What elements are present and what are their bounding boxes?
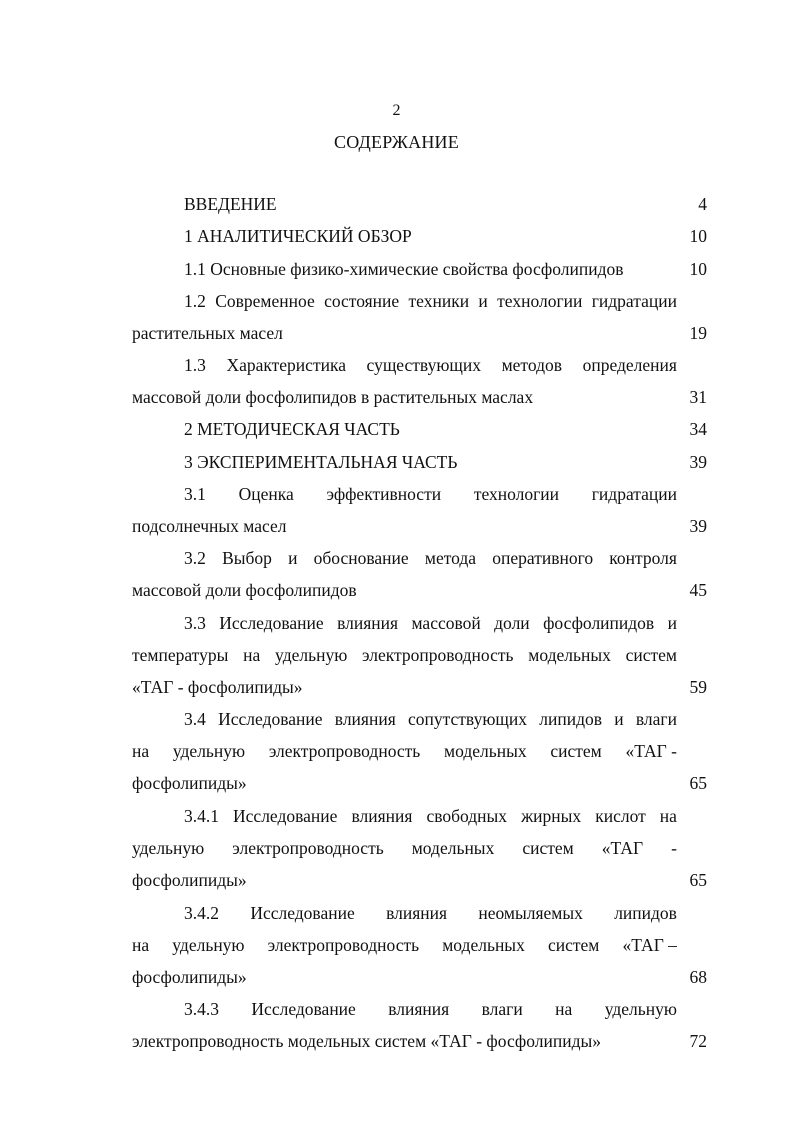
toc-word: техники [408, 291, 470, 311]
toc-word: удельную [275, 645, 348, 665]
toc-entry-s1-3-line1 [184, 354, 677, 376]
toc-word: удельную [132, 838, 205, 858]
toc-page-ch1: 10 [689, 226, 707, 246]
toc-word: оперативного [492, 548, 594, 568]
toc-word: удельную [604, 999, 677, 1019]
toc-word: технологии [473, 484, 560, 504]
toc-word: 3.1 [184, 484, 206, 504]
toc-word: кислот [595, 806, 646, 826]
toc-word: на [659, 806, 677, 826]
toc-word: на [555, 999, 573, 1019]
toc-word: на [243, 645, 261, 665]
toc-word: сопутствующих [408, 709, 527, 729]
toc-word: фосфолипидов [543, 613, 655, 633]
toc-word: свободных [426, 806, 508, 826]
toc-word: на [132, 935, 150, 955]
toc-word: удельную [172, 741, 246, 761]
toc-entry-s3-4-line3: фосфолипиды» [132, 773, 247, 793]
toc-word: доли [494, 613, 530, 633]
toc-entry-s3-3-line1 [184, 612, 677, 634]
toc-word: «ТАГ – [622, 935, 677, 955]
toc-entry-s1-1: 1.1 Основные физико-химические свойства фосфолипидов [184, 259, 624, 279]
toc-page-s3-4-2: 68 [689, 967, 707, 987]
page-number: 2 [392, 102, 401, 119]
toc-word: 3.3 [184, 613, 206, 633]
toc-word: Исследование [219, 613, 324, 633]
toc-page-s1-1: 10 [689, 259, 707, 279]
toc-entry-s3-4-1-line2 [132, 837, 677, 859]
toc-entry-s3-2-line1 [184, 547, 677, 569]
toc-word: систем [625, 645, 677, 665]
toc-word: влаги [635, 709, 677, 729]
page-title: СОДЕРЖАНИЕ [334, 132, 459, 152]
toc-word: Исследование [250, 903, 355, 923]
toc-word: 3.4.2 [184, 903, 219, 923]
toc-word: 3.4.3 [184, 999, 219, 1019]
toc-word: влаги [481, 999, 523, 1019]
toc-word: и [288, 548, 298, 568]
toc-word: Исследование [251, 999, 356, 1019]
toc-word: гидратации [591, 291, 677, 311]
toc-word: систем [550, 741, 602, 761]
toc-entry-intro: ВВЕДЕНИЕ [184, 194, 277, 214]
toc-word: влияния [388, 999, 450, 1019]
toc-word: электропроводность [362, 645, 514, 665]
toc-word: электропроводность [267, 935, 420, 955]
toc-word: гидратации [591, 484, 677, 504]
toc-word: модельных [444, 741, 527, 761]
toc-entry-s3-4-1-line1 [184, 805, 677, 827]
toc-page-ch3: 39 [689, 452, 707, 472]
toc-word: методов [501, 355, 563, 375]
toc-word: определения [582, 355, 677, 375]
toc-word: модельных [411, 838, 495, 858]
toc-entry-s3-4-2-line1 [184, 902, 677, 924]
toc-word: электропроводность [232, 838, 384, 858]
toc-word: метода [424, 548, 477, 568]
toc-entry-ch3: 3 ЭКСПЕРИМЕНТАЛЬНАЯ ЧАСТЬ [184, 452, 458, 472]
toc-word: на [132, 741, 150, 761]
toc-entry-s3-4-3-line2: электропроводность модельных систем «ТАГ - фосфолипиды» [132, 1031, 602, 1051]
toc-entry-ch2: 2 МЕТОДИЧЕСКАЯ ЧАСТЬ [184, 419, 400, 439]
toc-word: 1.2 [184, 291, 206, 311]
toc-word: Исследование [233, 806, 338, 826]
toc-word: удельную [172, 935, 245, 955]
toc-word: влияния [351, 806, 413, 826]
toc-entry-s3-3-line2 [132, 644, 677, 666]
toc-page-intro: 4 [698, 194, 707, 214]
toc-word: «ТАГ - [625, 741, 677, 761]
toc-entry-s3-1-line1 [184, 483, 677, 505]
toc-page-s1-2: 19 [689, 323, 707, 343]
toc-word: технологии [497, 291, 583, 311]
toc-word: модельных [528, 645, 611, 665]
toc-word: систем [547, 935, 600, 955]
toc-word: «ТАГ [601, 838, 644, 858]
toc-word: и [667, 613, 677, 633]
toc-word: состояние [324, 291, 400, 311]
toc-word: 1.3 [184, 355, 206, 375]
toc-entry-s3-4-line1 [184, 708, 677, 730]
toc-word: Современное [215, 291, 315, 311]
toc-page-s1-3: 31 [689, 387, 707, 407]
toc-entry-s3-2-line2: массовой доли фосфолипидов [132, 580, 357, 600]
toc-word: липидов [539, 709, 602, 729]
toc-entry-ch1: 1 АНАЛИТИЧЕСКИЙ ОБЗОР [184, 226, 412, 246]
toc-word: существующих [366, 355, 482, 375]
toc-word: эффективности [326, 484, 442, 504]
toc-word: систем [522, 838, 574, 858]
toc-word: 3.4 [184, 709, 206, 729]
toc-page-s3-1: 39 [689, 516, 707, 536]
toc-word: контроля [609, 548, 677, 568]
toc-word: массовой [411, 613, 481, 633]
toc-word: влияния [337, 613, 399, 633]
toc-entry-s3-4-1-line3: фосфолипиды» [132, 870, 247, 890]
toc-word: липидов [614, 903, 677, 923]
toc-word: влияния [334, 709, 396, 729]
toc-page-s3-4: 65 [689, 773, 707, 793]
toc-word: Характеристика [226, 355, 346, 375]
toc-word: 3.2 [184, 548, 206, 568]
toc-page-s3-4-1: 65 [689, 870, 707, 890]
toc-word: и [614, 709, 624, 729]
toc-word: температуры [132, 645, 229, 665]
toc-word: жирных [521, 806, 582, 826]
toc-entry-s1-2-line2: растительных масел [132, 323, 283, 343]
toc-entry-s3-4-2-line3: фосфолипиды» [132, 967, 247, 987]
toc-page-s3-3: 59 [689, 677, 707, 697]
toc-word: Исследование [218, 709, 323, 729]
toc-word: обоснование [313, 548, 409, 568]
toc-entry-s1-2-line1 [184, 290, 677, 312]
toc-word: неомыляемых [478, 903, 583, 923]
toc-entry-s3-4-line2 [132, 740, 677, 762]
toc-word: Оценка [238, 484, 294, 504]
toc-page-s3-2: 45 [689, 580, 707, 600]
toc-entry-s1-3-line2: массовой доли фосфолипидов в растительных маслах [132, 387, 534, 407]
toc-word: электропроводность [268, 741, 421, 761]
toc-word: Выбор [222, 548, 272, 568]
toc-word: - [671, 838, 677, 858]
toc-entry-s3-4-2-line2 [132, 934, 677, 956]
toc-word: и [478, 291, 488, 311]
toc-entry-s3-3-line3: «ТАГ - фосфолипиды» [132, 677, 303, 697]
toc-page-ch2: 34 [689, 419, 707, 439]
toc-page-s3-4-3: 72 [689, 1031, 707, 1051]
toc-entry-s3-1-line2: подсолнечных масел [132, 516, 287, 536]
toc-entry-s3-4-3-line1 [184, 998, 677, 1020]
toc-word: 3.4.1 [184, 806, 219, 826]
toc-word: влияния [386, 903, 448, 923]
toc-word: модельных [442, 935, 525, 955]
